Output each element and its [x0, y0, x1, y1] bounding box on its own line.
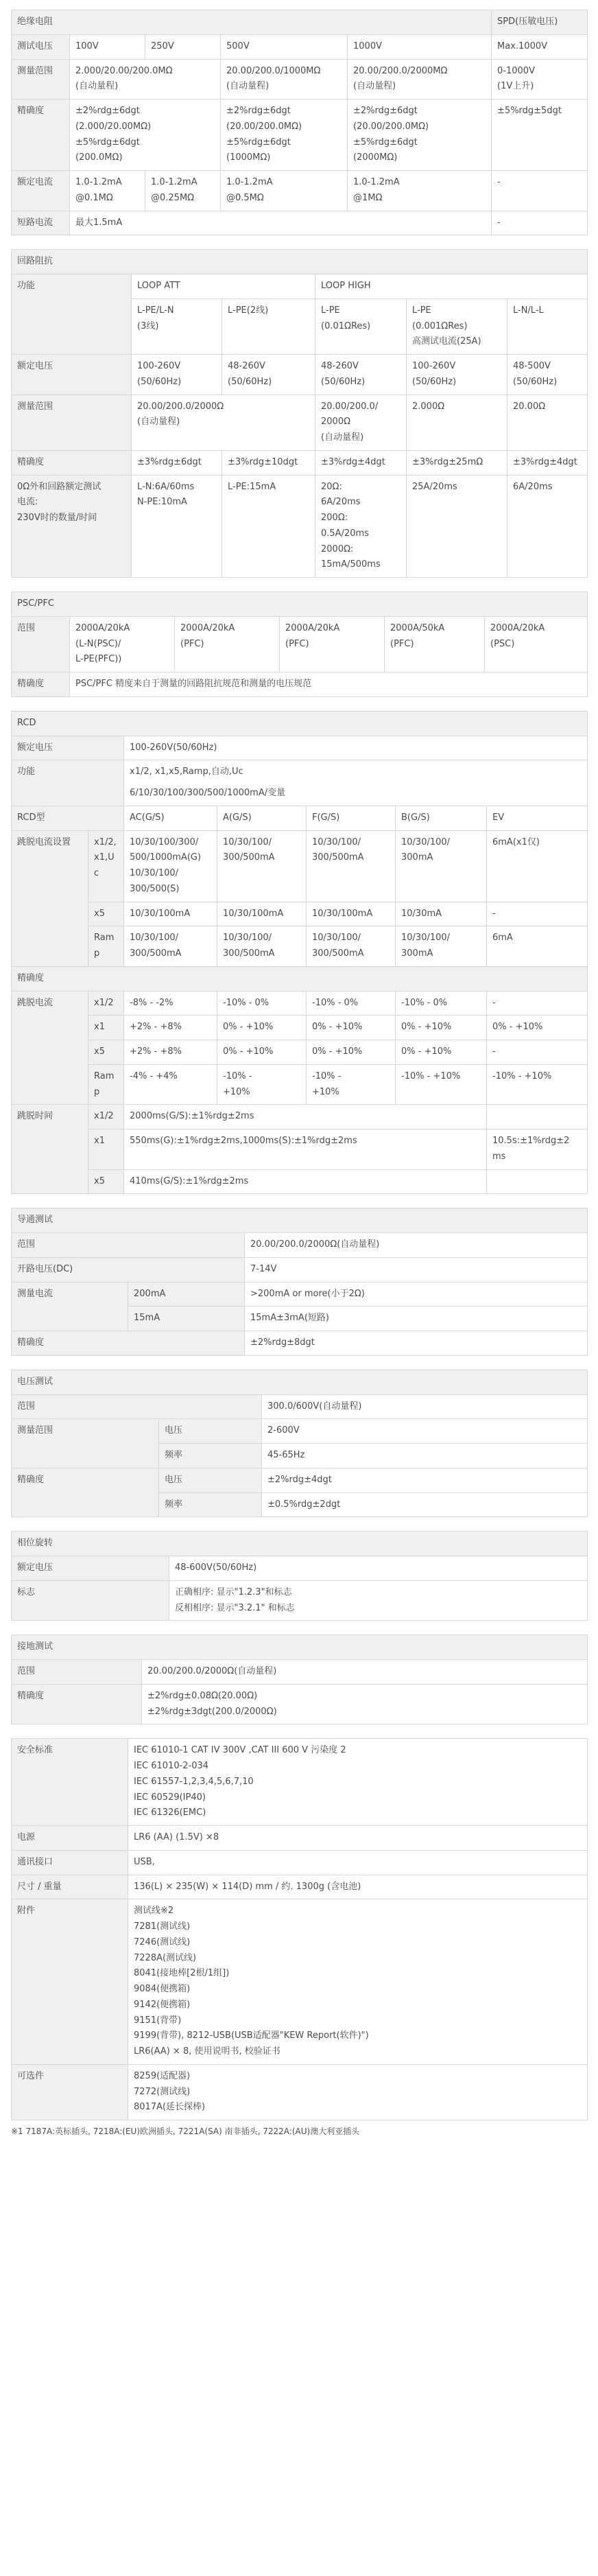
- multiplier-label: x1/2: [88, 991, 124, 1016]
- table-row: [12, 592, 588, 617]
- table-cell: [487, 1169, 588, 1194]
- table-cell: 10/30/100mA: [124, 902, 217, 926]
- multiplier-label: Ramp: [88, 1064, 124, 1105]
- row-label: 跳脱电流: [12, 991, 88, 1105]
- table-cell: 测试线※2 7281(测试线) 7246(测试线) 7228A(测试线) 8041(接地棒[2根/1组]) 9084(便携箱) 9142(便携箱) 9151(背带) 9199(背带), 8212-USB(USB适配器"KEW Report(软件)") LR6(AA) × 8, 使用说明书, 校验证书: [128, 1899, 588, 2065]
- table-cell: 1.0-1.2mA @1MΩ: [348, 171, 492, 211]
- table-cell: 20.00/200.0/2000Ω (自动量程): [132, 395, 315, 450]
- table-cell: 6mA(x1仅): [487, 830, 588, 902]
- table-row: [12, 1394, 588, 1419]
- table-row: [12, 926, 588, 967]
- row-label: 范围: [12, 1660, 142, 1685]
- table-cell: ±3%rdg±10dgt: [222, 450, 315, 475]
- table-row: [12, 1660, 588, 1685]
- table-cell: 100-260V (50/60Hz): [132, 355, 222, 395]
- sub-label: 15mA: [128, 1307, 245, 1331]
- table-row: [12, 1331, 588, 1356]
- table-cell: 20.00Ω: [507, 395, 588, 450]
- table-cell: 6mA: [487, 926, 588, 967]
- row-label: 测量范围: [12, 1419, 159, 1468]
- table-cell: -10% - +10%: [307, 1064, 396, 1105]
- rcd-table: [11, 711, 588, 1195]
- table-cell: ±2%rdg±6dgt (20.00/200.0MΩ) ±5%rdg±6dgt (2000MΩ): [348, 99, 492, 171]
- table-cell: ±3%rdg±4dgt: [507, 450, 588, 475]
- table-row: [12, 1875, 588, 1899]
- table-row: [12, 1040, 588, 1065]
- section-title: 相位旋转: [12, 1532, 588, 1556]
- table-cell: PSC/PFC 精度来自于测量的回路阻抗规范和测量的电压规范: [70, 672, 588, 697]
- table-cell: 20.00/200.0/2000Ω(自动量程): [142, 1660, 588, 1685]
- table-cell: A(G/S): [217, 806, 307, 830]
- table-cell: 20.00/200.0/ 2000Ω (自动量程): [315, 395, 407, 450]
- table-cell: 136(L) × 235(W) × 114(D) mm / 约. 1300g (含电池): [128, 1875, 588, 1899]
- table-cell: >200mA or more(小于2Ω): [245, 1282, 588, 1307]
- table-cell: 0% - +10%: [307, 1016, 396, 1040]
- table-row: [12, 274, 588, 299]
- sub-label: 频率: [159, 1444, 262, 1468]
- table-cell: -10% - 0%: [307, 991, 396, 1016]
- loop-table: [11, 249, 588, 578]
- table-cell: ±2%rdg±6dgt (20.00/200.0MΩ) ±5%rdg±6dgt (1000MΩ): [221, 99, 348, 171]
- row-label: 测量范围: [12, 59, 70, 99]
- table-row: [12, 250, 588, 274]
- row-label: 标志: [12, 1580, 169, 1621]
- table-cell: [487, 1105, 588, 1129]
- earth-table: [11, 1635, 588, 1724]
- table-row: [12, 1556, 588, 1581]
- table-cell: +2% - +8%: [124, 1040, 217, 1065]
- table-cell: 10/30/100/300/ 500/1000mA(G) 10/30/100/ 300/500(S): [124, 830, 217, 902]
- table-row: [12, 211, 588, 235]
- table-cell: 0% - +10%: [217, 1016, 307, 1040]
- table-cell: -4% - +4%: [124, 1064, 217, 1105]
- table-cell: USB,: [128, 1850, 588, 1875]
- row-label: 精确度: [12, 450, 132, 475]
- table-cell: -: [487, 991, 588, 1016]
- table-cell: 10/30/100/ 300mA: [396, 830, 487, 902]
- table-cell: 45-65Hz: [262, 1444, 588, 1468]
- sub-label: 200mA: [128, 1282, 245, 1307]
- table-row: [12, 355, 588, 395]
- section-title: 电压测试: [12, 1370, 588, 1394]
- table-row: [12, 616, 588, 672]
- multiplier-label: x5: [88, 902, 124, 926]
- table-cell: L-PE(2线): [222, 298, 315, 354]
- continuity-table: [11, 1208, 588, 1356]
- table-cell: -10% - +10%: [487, 1064, 588, 1105]
- table-row: [12, 1635, 588, 1660]
- table-cell: 48-500V (50/60Hz): [507, 355, 588, 395]
- table-cell: 0% - +10%: [307, 1040, 396, 1065]
- table-row: [12, 1208, 588, 1233]
- table-cell: 1.0-1.2mA @0.5MΩ: [221, 171, 348, 211]
- table-row: [12, 450, 588, 475]
- row-label: 精确度: [12, 1684, 142, 1724]
- subsection-title: 精确度: [12, 966, 588, 991]
- table-cell: -: [487, 902, 588, 926]
- table-cell: 25A/20ms: [407, 475, 507, 578]
- table-cell: -: [492, 211, 588, 235]
- table-cell: ±3%rdg±4dgt: [315, 450, 407, 475]
- row-label: 安全标准: [12, 1739, 128, 1826]
- table-cell: L-PE (0.001ΩRes) 高测试电流(25A): [407, 298, 507, 354]
- table-cell: 100-260V(50/60Hz): [124, 736, 588, 760]
- table-row: [12, 1233, 588, 1258]
- multiplier-label: x1: [88, 1016, 124, 1040]
- row-label: 范围: [12, 1233, 245, 1258]
- table-row: [12, 736, 588, 760]
- table-cell: ±5%rdg±5dgt: [492, 99, 588, 171]
- row-label: 功能: [12, 760, 124, 806]
- table-cell: 20Ω: 6A/20ms 200Ω: 0.5A/20ms 2000Ω: 15mA/500ms: [315, 475, 407, 578]
- table-row: [12, 830, 588, 902]
- table-cell: 2000ms(G/S):±1%rdg±2ms: [124, 1105, 487, 1129]
- row-label: 测量范围: [12, 395, 132, 450]
- multiplier-label: x1/2, x1,Uc: [88, 830, 124, 902]
- table-cell: 最大1.5mA: [70, 211, 492, 235]
- row-label: 通讯接口: [12, 1850, 128, 1875]
- table-cell: 6A/20ms: [507, 475, 588, 578]
- table-row: [12, 475, 588, 578]
- table-cell: -10% - 0%: [217, 991, 307, 1016]
- table-cell: -: [487, 1040, 588, 1065]
- table-row: [12, 1899, 588, 2065]
- row-label: 测试电压: [12, 34, 70, 59]
- table-row: [12, 34, 588, 59]
- row-label: 范围: [12, 1394, 262, 1419]
- row-label: 功能: [12, 274, 132, 355]
- row-label: 额定电流: [12, 171, 70, 211]
- general-table: [11, 1738, 588, 2120]
- table-cell: 100-260V (50/60Hz): [407, 355, 507, 395]
- table-cell: 10/30/100mA: [307, 902, 396, 926]
- multiplier-label: x1: [88, 1129, 124, 1170]
- table-cell: EV: [487, 806, 588, 830]
- table-row: [12, 806, 588, 830]
- table-cell: -10% - +10%: [396, 1064, 487, 1105]
- footnote: ※1 7187A:英标插头, 7218A:(EU)欧洲插头, 7221A(SA) 南非插头, 7222A:(AU)澳大利亚插头: [11, 2127, 360, 2136]
- table-cell: 500V: [221, 34, 348, 59]
- section-title: RCD: [12, 711, 588, 736]
- row-label: 精确度: [12, 1468, 159, 1517]
- table-row: [12, 1257, 588, 1282]
- table-cell: 10/30/100mA: [217, 902, 307, 926]
- table-cell: 1.0-1.2mA @0.25MΩ: [145, 171, 221, 211]
- table-cell: 10/30/100/ 300/500mA: [217, 830, 307, 902]
- row-label: 0Ω外和回路额定测试 电流: 230V时的数量/时间: [12, 475, 132, 578]
- table-cell: ±2%rdg±0.08Ω(20.00Ω) ±2%rdg±3dgt(200.0/2000Ω): [142, 1684, 588, 1724]
- table-cell: 15mA±3mA(短路): [245, 1307, 588, 1331]
- row-label: 精确度: [12, 99, 70, 171]
- table-row: [12, 1016, 588, 1040]
- table-cell: 0% - +10%: [396, 1016, 487, 1040]
- table-cell: -10% - +10%: [217, 1064, 307, 1105]
- table-cell: 2000A/20kA (PSC): [485, 616, 588, 672]
- row-label: 额定电压: [12, 1556, 169, 1581]
- table-cell: 1.0-1.2mA @0.1MΩ: [70, 171, 145, 211]
- table-row: [12, 902, 588, 926]
- table-cell: 2-600V: [262, 1419, 588, 1444]
- table-row: [12, 1105, 588, 1129]
- table-cell: ±2%rdg±8dgt: [245, 1331, 588, 1356]
- table-cell: 48-260V (50/60Hz): [315, 355, 407, 395]
- row-label: 测量电流: [12, 1282, 128, 1331]
- table-cell: 2000A/20kA (L-N(PSC)/ L-PE(PFC)): [70, 616, 175, 672]
- table-row: [12, 672, 588, 697]
- row-label: 额定电压: [12, 736, 124, 760]
- table-row: [12, 395, 588, 450]
- table-row: [12, 1532, 588, 1556]
- row-label: 跳脱电流设置: [12, 830, 88, 966]
- row-label: 短路电流: [12, 211, 70, 235]
- row-label: 精确度: [12, 1331, 245, 1356]
- section-title: PSC/PFC: [12, 592, 588, 617]
- sub-label: 电压: [159, 1419, 262, 1444]
- row-label: 额定电压: [12, 355, 132, 395]
- phase-table: [11, 1531, 588, 1621]
- table-row: [12, 1282, 588, 1307]
- table-cell: 410ms(G/S):±1%rdg±2ms: [124, 1169, 487, 1194]
- table-cell: B(G/S): [396, 806, 487, 830]
- multiplier-label: Ramp: [88, 926, 124, 967]
- table-cell: L-PE/L-N (3线): [132, 298, 222, 354]
- table-cell: ±3%rdg±25mΩ: [407, 450, 507, 475]
- table-cell: -10% - 0%: [396, 991, 487, 1016]
- table-row: [12, 1850, 588, 1875]
- table-cell: 0% - +10%: [487, 1016, 588, 1040]
- table-row: [12, 1169, 588, 1194]
- multiplier-label: x1/2: [88, 1105, 124, 1129]
- table-cell: 8259(适配器) 7272(测试线) 8017A(延长探棒): [128, 2064, 588, 2120]
- insulation-table: [11, 10, 588, 235]
- row-label: 精确度: [12, 672, 70, 697]
- table-cell: 2000A/50kA (PFC): [385, 616, 485, 672]
- spd-header: SPD(压敏电压): [492, 10, 588, 35]
- table-cell: 10.5s:±1%rdg±2 ms: [487, 1129, 588, 1170]
- table-cell: 10/30/100/ 300mA: [396, 926, 487, 967]
- table-row: [12, 991, 588, 1016]
- table-cell: 10/30/100/ 300/500mA: [124, 926, 217, 967]
- table-cell: 0% - +10%: [217, 1040, 307, 1065]
- table-cell: AC(G/S): [124, 806, 217, 830]
- table-cell: 2000A/20kA (PFC): [175, 616, 280, 672]
- table-cell: 48-260V (50/60Hz): [222, 355, 315, 395]
- voltage-table: [11, 1370, 588, 1518]
- table-cell: +2% - +8%: [124, 1016, 217, 1040]
- table-cell: LOOP HIGH: [315, 274, 588, 299]
- table-cell: 正确相序: 显示"1.2.3"和标志 反相相序: 显示"3.2.1" 和标志: [169, 1580, 588, 1621]
- table-cell: 2.000/20.00/200.0MΩ (自动量程): [70, 59, 221, 99]
- table-cell: -: [492, 171, 588, 211]
- row-label: RCD型: [12, 806, 124, 830]
- table-row: [12, 711, 588, 736]
- table-cell: -8% - -2%: [124, 991, 217, 1016]
- multiplier-label: x5: [88, 1169, 124, 1194]
- table-row: [12, 171, 588, 211]
- table-row: [12, 10, 588, 35]
- table-row: [12, 1580, 588, 1621]
- table-cell: 250V: [145, 34, 221, 59]
- table-cell: 2.000Ω: [407, 395, 507, 450]
- row-label: 开路电压(DC): [12, 1257, 245, 1282]
- table-cell: 20.00/200.0/2000MΩ (自动量程): [348, 59, 492, 99]
- table-cell: L-N:6A/60ms N-PE:10mA: [132, 475, 222, 578]
- table-row: [12, 1826, 588, 1851]
- section-title: 绝缘电阻: [12, 10, 492, 35]
- table-cell: 7-14V: [245, 1257, 588, 1282]
- row-label: 跳脱时间: [12, 1105, 88, 1194]
- multiplier-label: x5: [88, 1040, 124, 1065]
- table-row: [12, 59, 588, 99]
- table-cell: 0-1000V (1V上升): [492, 59, 588, 99]
- table-cell: x1/2, x1,x5,Ramp,自动,Uc 6/10/30/100/300/500/1000mA/变量: [124, 760, 588, 806]
- table-row: [12, 99, 588, 171]
- table-cell: 48-600V(50/60Hz): [169, 1556, 588, 1581]
- table-row: [12, 1419, 588, 1444]
- table-cell: 550ms(G):±1%rdg±2ms,1000ms(S):±1%rdg±2ms: [124, 1129, 487, 1170]
- table-cell: ±3%rdg±6dgt: [132, 450, 222, 475]
- table-row: [12, 1739, 588, 1826]
- table-row: [12, 966, 588, 991]
- row-label: 范围: [12, 616, 70, 672]
- table-cell: 10/30/100/ 300/500mA: [217, 926, 307, 967]
- sub-label: 电压: [159, 1468, 262, 1492]
- table-cell: L-N/L-L: [507, 298, 588, 354]
- sub-label: 频率: [159, 1492, 262, 1517]
- table-row: [12, 1684, 588, 1724]
- table-cell: 100V: [70, 34, 145, 59]
- table-cell: F(G/S): [307, 806, 396, 830]
- table-cell: L-PE:15mA: [222, 475, 315, 578]
- table-cell: 1000V: [348, 34, 492, 59]
- section-title: 接地测试: [12, 1635, 588, 1660]
- table-cell: ±2%rdg±4dgt: [262, 1468, 588, 1492]
- table-row: [12, 2064, 588, 2120]
- table-cell: LOOP ATT: [132, 274, 315, 299]
- table-cell: 10/30/100/ 300/500mA: [307, 926, 396, 967]
- psc-pfc-table: [11, 592, 588, 697]
- table-cell: 20.00/200.0/1000MΩ (自动量程): [221, 59, 348, 99]
- section-title: 回路阻抗: [12, 250, 588, 274]
- table-cell: Max.1000V: [492, 34, 588, 59]
- table-cell: 0% - +10%: [396, 1040, 487, 1065]
- table-cell: 2000A/20kA (PFC): [280, 616, 385, 672]
- row-label: 尺寸 / 重量: [12, 1875, 128, 1899]
- table-cell: 20.00/200.0/2000Ω(自动量程): [245, 1233, 588, 1258]
- row-label: 附件: [12, 1899, 128, 2065]
- table-cell: 10/30mA: [396, 902, 487, 926]
- table-row: [12, 1064, 588, 1105]
- row-label: 电源: [12, 1826, 128, 1851]
- table-cell: 10/30/100/ 300/500mA: [307, 830, 396, 902]
- table-cell: ±0.5%rdg±2dgt: [262, 1492, 588, 1517]
- table-cell: IEC 61010-1 CAT IV 300V ,CAT III 600 V 污染度 2 IEC 61010-2-034 IEC 61557-1,2,3,4,5,6,7,10 IEC 60529(IP40) IEC 61326(EMC): [128, 1739, 588, 1826]
- table-cell: L-PE (0.01ΩRes): [315, 298, 407, 354]
- table-row: [12, 760, 588, 806]
- table-cell: ±2%rdg±6dgt (2.000/20.00MΩ) ±5%rdg±6dgt (200.0MΩ): [70, 99, 221, 171]
- section-title: 导通测试: [12, 1208, 588, 1233]
- table-row: [12, 1129, 588, 1170]
- row-label: 可选件: [12, 2064, 128, 2120]
- table-cell: LR6 (AA) (1.5V) ×8: [128, 1826, 588, 1851]
- table-row: [12, 1370, 588, 1394]
- table-row: [12, 1468, 588, 1492]
- table-cell: 300.0/600V(自动量程): [262, 1394, 588, 1419]
